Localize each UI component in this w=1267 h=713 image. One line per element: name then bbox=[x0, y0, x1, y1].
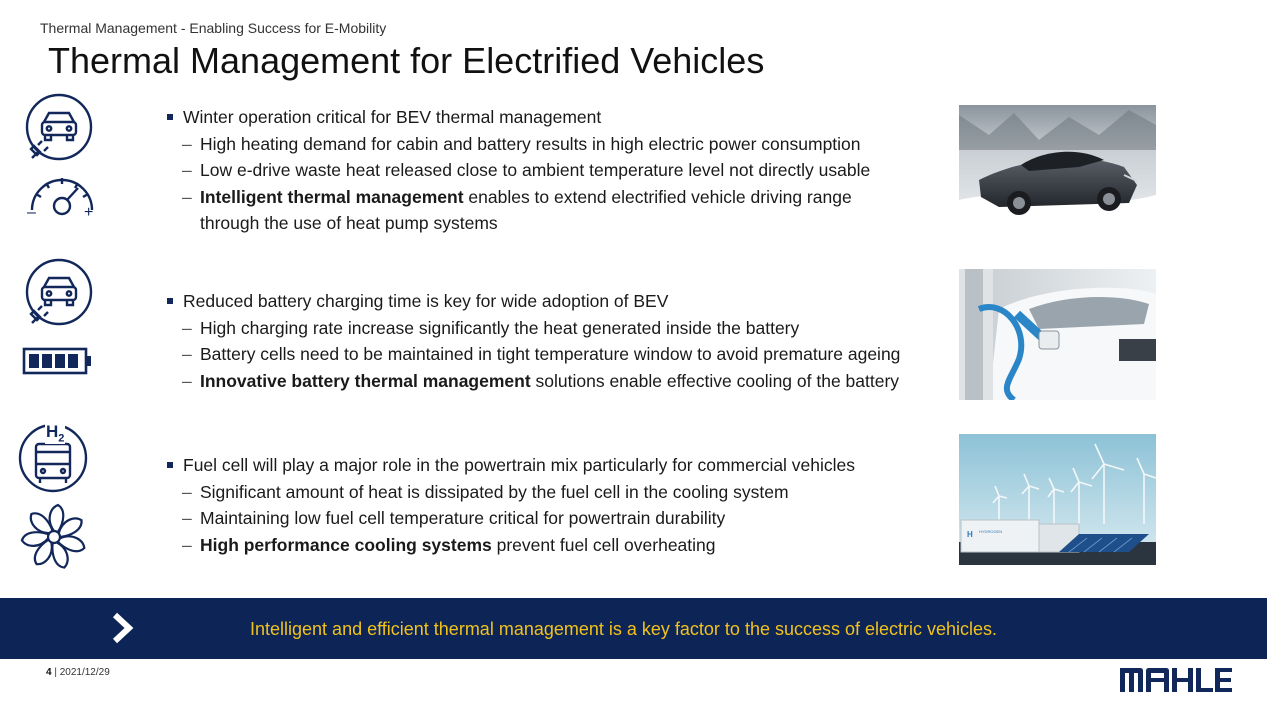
chevron-right-icon bbox=[110, 612, 136, 649]
photo-car-in-snow bbox=[959, 105, 1156, 236]
banner-text: Intelligent and efficient thermal management is a key factor to the success of electric vehicles. bbox=[250, 619, 998, 639]
cooling-fan-icon bbox=[20, 502, 88, 572]
bold-phrase: Intelligent thermal management bbox=[200, 186, 464, 207]
bold-phrase: High performance cooling systems bbox=[200, 534, 492, 555]
section-battery-charging bbox=[165, 288, 900, 394]
photo-hydrogen-wind-farm bbox=[959, 434, 1156, 565]
gauge-plus-label: + bbox=[84, 204, 94, 221]
bullet-sub: – Low e-drive waste heat released close to ambient temperature level not directly usable bbox=[182, 160, 871, 180]
footer-date: | 2021/12/29 bbox=[51, 667, 110, 678]
bullet-main: Winter operation critical for BEV thermal management bbox=[165, 104, 870, 131]
electric-car-charging-icon bbox=[22, 257, 98, 333]
range-gauge-icon bbox=[24, 172, 100, 224]
bold-phrase: Innovative battery thermal management bbox=[200, 370, 531, 391]
bullet-main: Fuel cell will play a major role in the powertrain mix particularly for commercial vehicles bbox=[165, 452, 855, 479]
bullet-sub: – Intelligent thermal management enables to extend electrified vehicle driving range bbox=[182, 186, 852, 207]
page-number: 4 bbox=[46, 667, 52, 678]
bullet-sub: – High heating demand for cabin and battery results in high electric power consumption bbox=[182, 133, 861, 154]
bullet-sub: – Battery cells need to be maintained in tight temperature window to avoid premature ageing bbox=[182, 344, 901, 364]
battery-icon bbox=[22, 346, 94, 376]
section-fuel-cell bbox=[165, 452, 855, 558]
bullet-sub: – High charging rate increase significantly the heat generated inside the battery bbox=[182, 317, 800, 338]
section-bev-winter bbox=[165, 104, 870, 237]
hydrogen-sign-text: HYDROGEN bbox=[979, 529, 1003, 534]
key-message-banner bbox=[0, 598, 1267, 659]
bullet-sub: – Maintaining low fuel cell temperature critical for powertrain durability bbox=[182, 508, 726, 528]
presentation-subtitle: Thermal Management - Enabling Success for E-Mobility bbox=[40, 20, 387, 36]
h2-label: $H_2$ bbox=[46, 422, 65, 445]
bullet-sub: – Significant amount of heat is dissipated by the fuel cell in the cooling system bbox=[182, 481, 789, 502]
h2-sign-mark: H bbox=[967, 530, 973, 539]
mahle-logo bbox=[1120, 666, 1232, 699]
bullet-sub-continuation: through the use of heat pump systems bbox=[200, 213, 498, 233]
bullet-sub: – High performance cooling systems prevent fuel cell overheating bbox=[182, 534, 716, 555]
bullet-sub: – Innovative battery thermal management solutions enable effective cooling of the battery bbox=[182, 370, 900, 391]
slide-title: Thermal Management for Electrified Vehicles bbox=[48, 40, 765, 81]
photo-ev-charging bbox=[959, 269, 1156, 400]
electric-car-plug-icon bbox=[22, 92, 98, 168]
gauge-minus-label: – bbox=[27, 204, 36, 221]
bullet-main: Reduced battery charging time is key for wide adoption of BEV bbox=[165, 288, 900, 315]
h2-subscript: 2 bbox=[58, 432, 65, 445]
footer-page-info bbox=[46, 667, 110, 678]
hydrogen-bus-icon bbox=[17, 418, 91, 494]
